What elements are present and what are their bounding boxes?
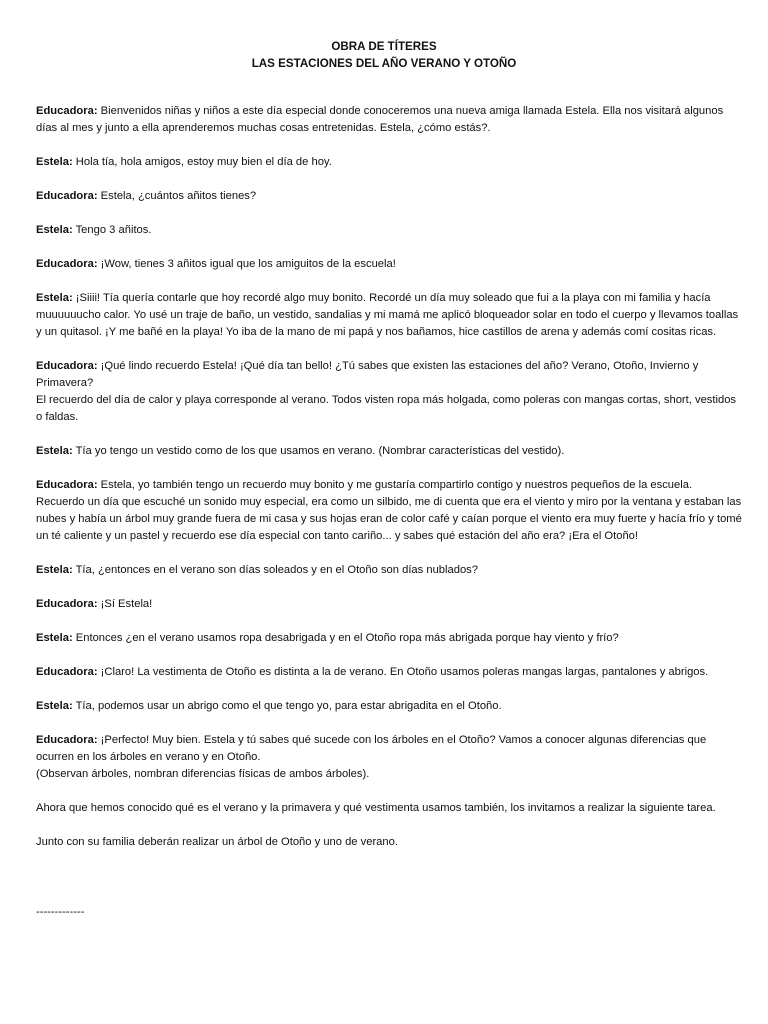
dialogue-paragraph — [36, 222, 742, 239]
speaker-name: Educadora: — [36, 734, 98, 746]
speaker-name: Estela: — [36, 156, 73, 168]
dialogue-text: Hola tía, hola amigos, estoy muy bien el día de hoy. — [72, 156, 332, 168]
dialogue-text: ¡Qué lindo recuerdo Estela! ¡Qué día tan bello! ¿Tú sabes que existen las estaciones del año? Verano, Otoño, Invierno y Primavera? — [36, 360, 699, 389]
speaker-name: Educadora: — [36, 479, 98, 491]
dialogue-text: Estela, yo también tengo un recuerdo muy bonito y me gustaría compartirlo contigo y nuestros pequeños de la escuela. Recuerdo un día que escuché un sonido muy especial, era como un silbido, me di cuenta que era el viento y miro por la ventana y estaban las nubes y había un árbol muy grande fuera de mi casa y sus hojas eran de color café y caían porque el viento era muy fuerte y hacía frío y tomé un té caliente y un pastel y recuerdo ese día especial con tanto cariño... y sabes qué estación del año era? ¡Era el Otoño! — [36, 479, 742, 542]
document-subtitle: LAS ESTACIONES DEL AÑO VERANO Y OTOÑO — [251, 57, 517, 70]
dialogue-text: ¡Siiii! Tía quería contarle que hoy recordé algo muy bonito. Recordé un día muy soleado que fui a la playa con mi familia y hacía muuuuuucho calor. Yo usé un traje de baño, un vestido, sandalias y mi mamá me aplicó bloqueador solar en todo el cuerpo y llevamos toallas y un quitasol. ¡Y me bañé en la playa! Yo iba de la mano de mi papá y nos bañamos, hice castillos de arena y además comí cositas ricas. — [36, 292, 739, 338]
dialogue-paragraph — [36, 290, 742, 341]
speaker-name: Educadora: — [36, 258, 98, 270]
speaker-name: Estela: — [36, 564, 73, 576]
dialogue-text: ¡Sí Estela! — [97, 598, 153, 610]
dialogue-text: Tía, podemos usar un abrigo como el que tengo yo, para estar abrigadita en el Otoño. — [72, 700, 502, 712]
dialogue-paragraph — [36, 358, 742, 426]
task-paragraph — [36, 834, 742, 851]
dialogue-paragraph — [36, 562, 742, 579]
dialogue-paragraph — [36, 103, 742, 137]
dialogue-text: Tía yo tengo un vestido como de los que usamos en verano. (Nombrar características del vestido). — [72, 445, 565, 457]
speaker-name: Educadora: — [36, 360, 98, 372]
dialogue-paragraph — [36, 596, 742, 613]
dialogue-text: Estela, ¿cuántos añitos tienes? — [97, 190, 257, 202]
dialogue-paragraph — [36, 732, 742, 783]
dialogue-extra-line: (Observan árboles, nombran diferencias físicas de ambos árboles). — [36, 768, 370, 780]
dialogue-extra-line: El recuerdo del día de calor y playa corresponde al verano. Todos visten ropa más holgada, como poleras con mangas cortas, short, vestidos o faldas. — [36, 394, 737, 423]
dialogue-text: ¡Perfecto! Muy bien. Estela y tú sabes qué sucede con los árboles en el Otoño? Vamos a conocer algunas diferencias que ocurren en los árboles en verano y en Otoño. — [36, 734, 707, 763]
speaker-name: Educadora: — [36, 598, 98, 610]
speaker-name: Educadora: — [36, 105, 98, 117]
dialogue-paragraph — [36, 698, 742, 715]
narration-text: Ahora que hemos conocido qué es el verano y la primavera y qué vestimenta usamos también, los invitamos a realizar la siguiente tarea. — [36, 802, 716, 814]
dialogue-text: Tía, ¿entonces en el verano son días soleados y en el Otoño son días nublados? — [72, 564, 478, 576]
document-title: OBRA DE TÍTERES — [331, 40, 437, 53]
dialogue-paragraph — [36, 188, 742, 205]
speaker-name: Educadora: — [36, 666, 98, 678]
dialogue-paragraph — [36, 477, 742, 545]
dialogue-text: Tengo 3 añitos. — [72, 224, 152, 236]
separator-line: ------------- — [36, 906, 85, 918]
dialogue-paragraph — [36, 256, 742, 273]
speaker-name: Educadora: — [36, 190, 98, 202]
dialogue-text: Bienvenidos niñas y niños a este día especial donde conoceremos una nueva amiga llamada Estela. Ella nos visitará algunos días al mes y junto a ella aprenderemos muchas cosas entretenidas. Estela, ¿cómo estás?. — [36, 105, 724, 134]
document-body — [36, 103, 742, 868]
narration-paragraph — [36, 800, 742, 817]
dialogue-paragraph — [36, 154, 742, 171]
speaker-name: Estela: — [36, 445, 73, 457]
task-text: Junto con su familia deberán realizar un árbol de Otoño y uno de verano. — [36, 836, 398, 848]
dialogue-text: Entonces ¿en el verano usamos ropa desabrigada y en el Otoño ropa más abrigada porque hay viento y frío? — [72, 632, 619, 644]
dialogue-paragraph — [36, 664, 742, 681]
dialogue-paragraph — [36, 630, 742, 647]
speaker-name: Estela: — [36, 292, 73, 304]
speaker-name: Estela: — [36, 224, 73, 236]
dialogue-text: ¡Wow, tienes 3 añitos igual que los amiguitos de la escuela! — [97, 258, 396, 270]
speaker-name: Estela: — [36, 700, 73, 712]
speaker-name: Estela: — [36, 632, 73, 644]
dialogue-paragraph — [36, 443, 742, 460]
dialogue-text: ¡Claro! La vestimenta de Otoño es distinta a la de verano. En Otoño usamos poleras mangas largas, pantalones y abrigos. — [97, 666, 709, 678]
